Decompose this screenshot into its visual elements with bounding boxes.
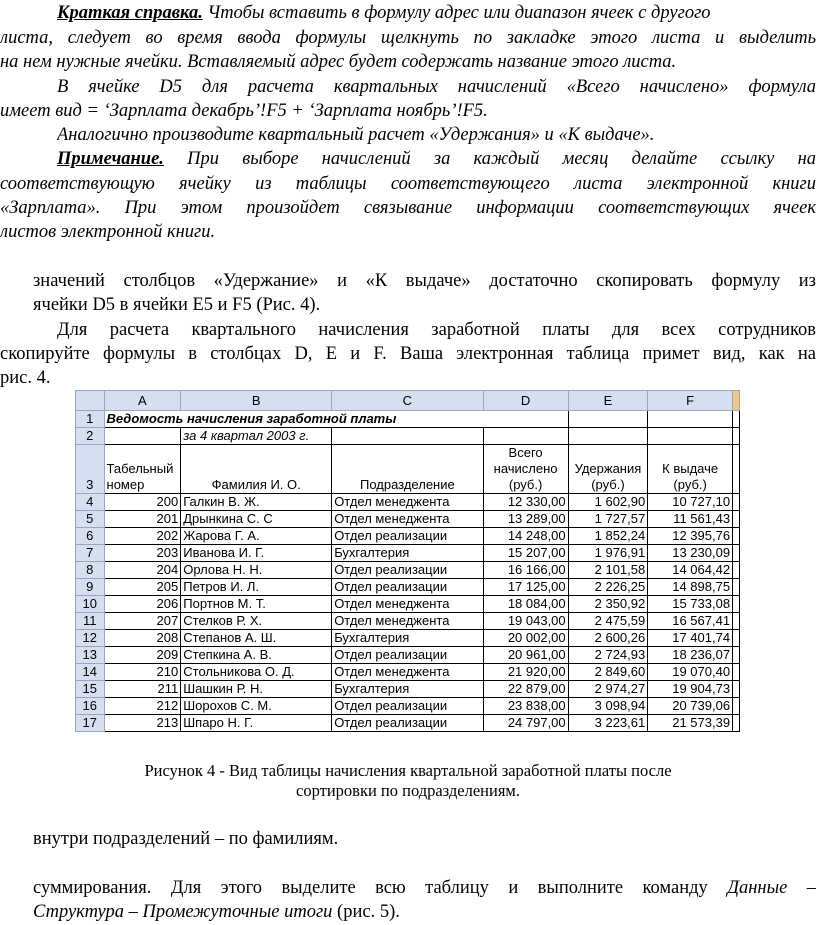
cell-empty[interactable] bbox=[733, 630, 740, 647]
cell-deductions[interactable]: 2 350,92 bbox=[568, 596, 648, 613]
cell-deductions[interactable]: 2 974,27 bbox=[568, 681, 648, 698]
table-row bbox=[76, 545, 740, 562]
row-header: 9 bbox=[76, 579, 105, 596]
table-title[interactable]: Ведомость начисления заработной платы bbox=[104, 411, 483, 428]
table-row bbox=[76, 681, 740, 698]
para3-line: Аналогично производите квартальный расчет «Удержания» и «К выдаче». bbox=[57, 125, 655, 145]
row-header: 14 bbox=[76, 664, 105, 681]
row-header: 6 bbox=[76, 528, 105, 545]
item1-line3: ячейки D5 в ячейки E5 и F5 (Рис. 4). bbox=[33, 295, 321, 315]
table-row bbox=[76, 664, 740, 681]
menu-path-data: Данные – bbox=[727, 878, 816, 898]
cell-deductions[interactable]: 3 098,94 bbox=[568, 698, 648, 715]
column-header-f[interactable]: F bbox=[648, 391, 733, 411]
cell-empty[interactable] bbox=[733, 579, 740, 596]
cell-payout[interactable]: 14 064,42 bbox=[648, 562, 733, 579]
cell-empty[interactable] bbox=[733, 596, 740, 613]
table-header-row bbox=[76, 445, 740, 494]
row-header: 2 bbox=[76, 428, 105, 445]
table-row bbox=[76, 511, 740, 528]
item2-line2: внутри подразделений – по фамилиям. bbox=[33, 829, 339, 849]
column-header-e[interactable]: E bbox=[568, 391, 648, 411]
header-department[interactable]: Подразделение bbox=[332, 445, 483, 494]
table-row bbox=[76, 698, 740, 715]
cell-deductions[interactable]: 2 724,93 bbox=[568, 647, 648, 664]
cell-empty[interactable] bbox=[733, 562, 740, 579]
cell-payout[interactable]: 11 561,43 bbox=[648, 511, 733, 528]
cell-department[interactable]: Отдел реализации bbox=[332, 528, 483, 545]
column-header-c[interactable]: C bbox=[332, 391, 483, 411]
cell-total[interactable]: 12 330,00 bbox=[483, 494, 568, 511]
cell-total[interactable]: 20 002,00 bbox=[483, 630, 568, 647]
cell-deductions[interactable]: 1 852,24 bbox=[568, 528, 648, 545]
cell-empty[interactable] bbox=[733, 647, 740, 664]
cell-empty[interactable] bbox=[733, 528, 740, 545]
cell-deductions[interactable]: 2 475,59 bbox=[568, 613, 648, 630]
cell-total[interactable]: 15 207,00 bbox=[483, 545, 568, 562]
row-header: 17 bbox=[76, 715, 105, 732]
cell-payout[interactable]: 13 230,09 bbox=[648, 545, 733, 562]
cell-payout[interactable]: 15 733,08 bbox=[648, 596, 733, 613]
cell-payout[interactable]: 21 573,39 bbox=[648, 715, 733, 732]
para1-line2: листа, следует во время ввода формулы щелкнуть по закладке этого листа и выделить bbox=[0, 28, 816, 48]
cell-payout[interactable]: 20 739,06 bbox=[648, 698, 733, 715]
cell-tab-number[interactable]: 203 bbox=[104, 545, 181, 562]
cell-deductions[interactable]: 1 976,91 bbox=[568, 545, 648, 562]
row-header: 15 bbox=[76, 681, 105, 698]
table-body bbox=[76, 494, 740, 732]
para4-line4: листов электронной книги. bbox=[0, 222, 216, 242]
cell-empty[interactable] bbox=[733, 698, 740, 715]
cell-deductions[interactable]: 2 101,58 bbox=[568, 562, 648, 579]
menu-path-structure: Структура – Промежуточные итоги bbox=[33, 902, 333, 922]
cell-payout[interactable]: 16 567,41 bbox=[648, 613, 733, 630]
note-label: Примечание. bbox=[57, 149, 164, 169]
cell-tab-number[interactable]: 200 bbox=[104, 494, 181, 511]
cell-name[interactable]: Стелков Р. Х. bbox=[181, 613, 332, 630]
table-row bbox=[76, 579, 740, 596]
cell-department[interactable]: Отдел реализации bbox=[332, 579, 483, 596]
cell-department[interactable]: Отдел реализации bbox=[332, 647, 483, 664]
row-header: 1 bbox=[76, 411, 105, 428]
table-row bbox=[76, 596, 740, 613]
cell-total[interactable]: 19 043,00 bbox=[483, 613, 568, 630]
cell-deductions[interactable]: 1 727,57 bbox=[568, 511, 648, 528]
cell-payout[interactable]: 19 070,40 bbox=[648, 664, 733, 681]
cell-name[interactable]: Степкина А. В. bbox=[181, 647, 332, 664]
cell-tab-number[interactable]: 210 bbox=[104, 664, 181, 681]
table-row bbox=[76, 562, 740, 579]
cell-deductions[interactable]: 1 602,90 bbox=[568, 494, 648, 511]
cell-department[interactable]: Бухгалтерия bbox=[332, 545, 483, 562]
table-row bbox=[76, 411, 740, 428]
para1-line1: Краткая справка. Чтобы вставить в формулу адрес или диапазон ячеек с другого bbox=[57, 3, 711, 23]
para4-line1: Примечание. При выборе начислений за каждый месяц делайте ссылку на bbox=[57, 149, 816, 169]
cell-payout[interactable]: 17 401,74 bbox=[648, 630, 733, 647]
column-header-d[interactable]: D bbox=[483, 391, 568, 411]
cell-tab-number[interactable]: 206 bbox=[104, 596, 181, 613]
cell-empty[interactable] bbox=[733, 613, 740, 630]
cell-department[interactable]: Отдел реализации bbox=[332, 562, 483, 579]
cell-tab-number[interactable]: 204 bbox=[104, 562, 181, 579]
para1-line3: на нем нужные ячейки. Вставляемый адрес будет содержать название этого листа. bbox=[0, 52, 677, 72]
cell-name[interactable]: Шпаро Н. Г. bbox=[181, 715, 332, 732]
cell-empty[interactable] bbox=[733, 494, 740, 511]
cell-name[interactable]: Петров И. Л. bbox=[181, 579, 332, 596]
cell-payout[interactable]: 18 236,07 bbox=[648, 647, 733, 664]
cell-tab-number[interactable]: 213 bbox=[104, 715, 181, 732]
table-row bbox=[76, 630, 740, 647]
cell-name[interactable]: Степанов А. Ш. bbox=[181, 630, 332, 647]
cell-tab-number[interactable]: 207 bbox=[104, 613, 181, 630]
header-payout[interactable]: К выдаче (руб.) bbox=[648, 445, 733, 494]
corner-cell[interactable] bbox=[76, 391, 105, 411]
para2-line1: В ячейке D5 для расчета квартальных начислений «Всего начислено» формула bbox=[57, 77, 816, 97]
row-header: 5 bbox=[76, 511, 105, 528]
cell-payout[interactable]: 14 898,75 bbox=[648, 579, 733, 596]
cell-tab-number[interactable]: 208 bbox=[104, 630, 181, 647]
cell-department[interactable]: Отдел менеджента bbox=[332, 494, 483, 511]
para4-line2: соответствующую ячейку из таблицы соответствующего листа электронной книги bbox=[0, 174, 816, 194]
cell-name[interactable]: Стольникова О. Д. bbox=[181, 664, 332, 681]
cell-total[interactable]: 17 125,00 bbox=[483, 579, 568, 596]
header-deductions[interactable]: Удержания (руб.) bbox=[568, 445, 648, 494]
cell-total[interactable]: 21 920,00 bbox=[483, 664, 568, 681]
cell-department[interactable]: Бухгалтерия bbox=[332, 681, 483, 698]
row-header: 11 bbox=[76, 613, 105, 630]
table-row bbox=[76, 494, 740, 511]
row-header: 12 bbox=[76, 630, 105, 647]
reference-label: Краткая справка. bbox=[57, 3, 203, 23]
item1-line2: значений столбцов «Удержание» и «К выдаче» достаточно скопировать формулу из bbox=[33, 271, 816, 291]
column-header-g[interactable] bbox=[733, 391, 740, 411]
cell-deductions[interactable]: 2 849,60 bbox=[568, 664, 648, 681]
cell-total[interactable]: 22 879,00 bbox=[483, 681, 568, 698]
cell-name[interactable]: Орлова Н. Н. bbox=[181, 562, 332, 579]
table-row bbox=[76, 715, 740, 732]
cell-total[interactable]: 23 838,00 bbox=[483, 698, 568, 715]
spreadsheet-figure bbox=[75, 390, 740, 755]
figure-caption-line2: сортировки по подразделениям. bbox=[296, 781, 520, 800]
para5-line3: рис. 4. bbox=[0, 368, 51, 388]
header-total[interactable]: Всего начислено (руб.) bbox=[483, 445, 568, 494]
cell-department[interactable]: Отдел реализации bbox=[332, 698, 483, 715]
cell-name[interactable]: Иванова И. Г. bbox=[181, 545, 332, 562]
header-tab-number[interactable]: Табельный номер bbox=[104, 445, 181, 494]
cell-name[interactable]: Галкин В. Ж. bbox=[181, 494, 332, 511]
cell-tab-number[interactable]: 202 bbox=[104, 528, 181, 545]
para5-line1: Для расчета квартального начисления заработной платы для всех сотрудников bbox=[57, 320, 816, 340]
cell-department[interactable]: Отдел менеджента bbox=[332, 596, 483, 613]
column-header-b[interactable]: B bbox=[181, 391, 332, 411]
row-header: 13 bbox=[76, 647, 105, 664]
row-header: 16 bbox=[76, 698, 105, 715]
cell-tab-number[interactable]: 211 bbox=[104, 681, 181, 698]
column-header-a[interactable]: A bbox=[104, 391, 181, 411]
cell-payout[interactable]: 12 395,76 bbox=[648, 528, 733, 545]
cell-total[interactable]: 16 166,00 bbox=[483, 562, 568, 579]
row-header: 8 bbox=[76, 562, 105, 579]
cell-empty[interactable] bbox=[733, 511, 740, 528]
table-row bbox=[76, 428, 740, 445]
row-header: 10 bbox=[76, 596, 105, 613]
cell-name[interactable]: Дрынкина С. С bbox=[181, 511, 332, 528]
table-row bbox=[76, 528, 740, 545]
table-row bbox=[76, 647, 740, 664]
header-name[interactable]: Фамилия И. О. bbox=[181, 445, 332, 494]
row-header: 3 bbox=[76, 445, 105, 494]
figure-caption-line1: Рисунок 4 - Вид таблицы начисления квартальной заработной платы после bbox=[144, 761, 672, 780]
item3-line3: Структура – Промежуточные итоги (рис. 5). bbox=[33, 902, 400, 922]
para5-line2: скопируйте формулы в столбцах D, E и F. Ваша электронная таблица примет вид, как на bbox=[0, 344, 816, 364]
row-header: 7 bbox=[76, 545, 105, 562]
table-subtitle[interactable]: за 4 квартал 2003 г. bbox=[181, 428, 332, 445]
cell-tab-number[interactable]: 212 bbox=[104, 698, 181, 715]
cell-total[interactable]: 13 289,00 bbox=[483, 511, 568, 528]
cell-empty[interactable] bbox=[733, 715, 740, 732]
para4-line3: «Зарплата». При этом произойдет связывание информации соответствующих ячеек bbox=[0, 198, 816, 218]
cell-department[interactable]: Отдел реализации bbox=[332, 715, 483, 732]
item3-line2: суммирования. Для этого выделите всю таблицу и выполните команду Данные – bbox=[33, 878, 816, 898]
cell-empty[interactable] bbox=[733, 545, 740, 562]
cell-total[interactable]: 24 797,00 bbox=[483, 715, 568, 732]
cell-name[interactable]: Портнов М. Т. bbox=[181, 596, 332, 613]
cell-name[interactable]: Шорохов С. М. bbox=[181, 698, 332, 715]
cell-tab-number[interactable]: 209 bbox=[104, 647, 181, 664]
cell-deductions[interactable]: 2 600,26 bbox=[568, 630, 648, 647]
column-header-row bbox=[76, 391, 740, 411]
cell-payout[interactable]: 19 904,73 bbox=[648, 681, 733, 698]
cell-tab-number[interactable]: 201 bbox=[104, 511, 181, 528]
para2-line2: имеет вид = ‘Зарплата декабрь’!F5 + ‘Зарплата ноябрь’!F5. bbox=[0, 101, 488, 121]
cell-department[interactable]: Отдел менеджента bbox=[332, 664, 483, 681]
salary-table bbox=[75, 390, 740, 732]
cell-name[interactable]: Жарова Г. А. bbox=[181, 528, 332, 545]
cell-deductions[interactable]: 3 223,61 bbox=[568, 715, 648, 732]
cell-total[interactable]: 20 961,00 bbox=[483, 647, 568, 664]
cell-total[interactable]: 14 248,00 bbox=[483, 528, 568, 545]
cell-tab-number[interactable]: 205 bbox=[104, 579, 181, 596]
table-row bbox=[76, 613, 740, 630]
cell-deductions[interactable]: 2 226,25 bbox=[568, 579, 648, 596]
row-header: 4 bbox=[76, 494, 105, 511]
cell-payout[interactable]: 10 727,10 bbox=[648, 494, 733, 511]
cell-total[interactable]: 18 084,00 bbox=[483, 596, 568, 613]
cell-department[interactable]: Бухгалтерия bbox=[332, 630, 483, 647]
cell-name[interactable]: Шашкин Р. Н. bbox=[181, 681, 332, 698]
cell-empty[interactable] bbox=[733, 681, 740, 698]
cell-department[interactable]: Отдел менеджента bbox=[332, 613, 483, 630]
cell-empty[interactable] bbox=[733, 664, 740, 681]
cell-department[interactable]: Отдел менеджента bbox=[332, 511, 483, 528]
